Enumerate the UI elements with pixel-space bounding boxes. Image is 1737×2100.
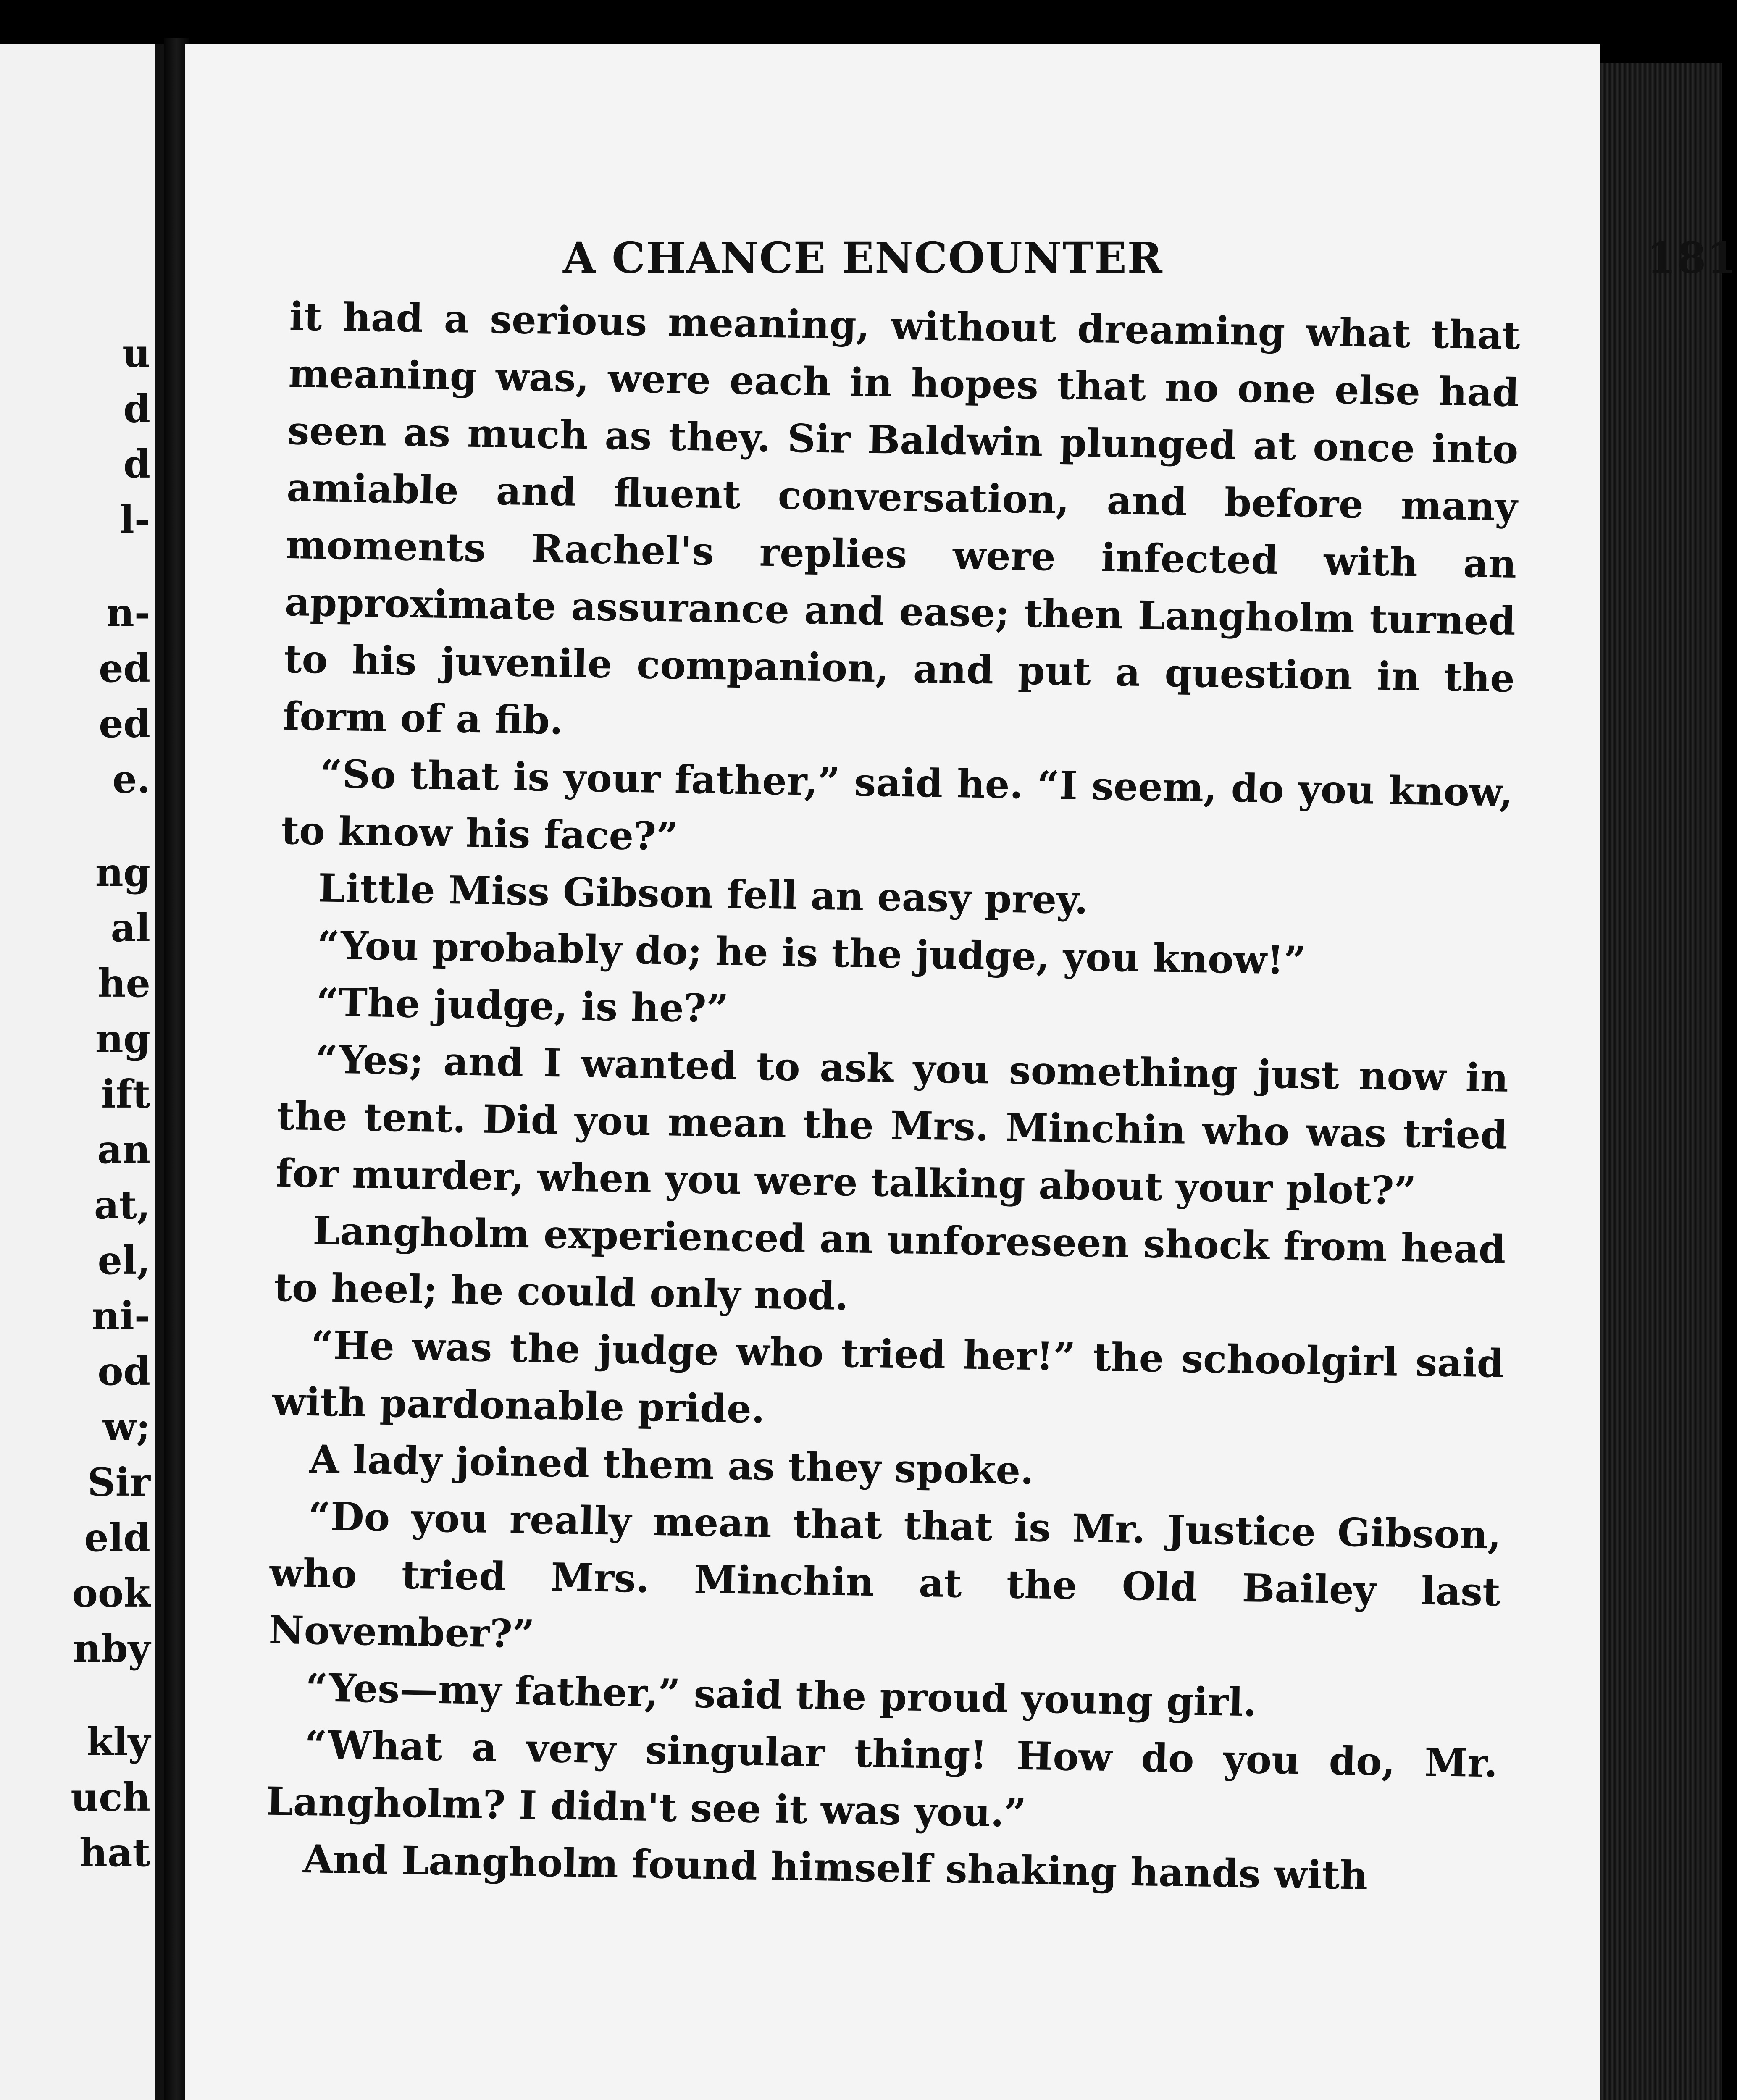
left-fragment: od [97,1349,150,1394]
left-fragment: d [123,386,150,431]
left-fragment: ed [99,701,150,746]
paragraph: “You probably do; he is the judge, you know!” [317,922,1306,984]
left-fragment: Sir [87,1460,150,1505]
left-fragment: ift [101,1071,150,1117]
paragraph: A lady joined them as they spoke. [309,1436,1034,1494]
left-fragment: uch [71,1774,150,1820]
left-fragment: ed [99,646,150,691]
left-fragment: l- [119,497,150,542]
right-page [185,44,1737,2100]
chapter-title: A CHANCE ENCOUNTER [563,233,1163,283]
paragraph: Langholm experienced an unforeseen shock from head to heel; he could only nod. [273,1208,1506,1319]
paragraph: “He was the judge who tried her!” the schoolgirl said with pardonable pride. [272,1322,1504,1432]
left-fragment: kly [86,1719,150,1764]
left-fragment: an [97,1127,150,1172]
left-fragment: w; [102,1404,150,1449]
left-fragment: d [123,441,150,487]
paragraph: “What a very singular thing! How do you do, Mr. Langholm? I didn't see it was you.” [265,1722,1498,1836]
body-text [265,288,1520,1906]
paragraph: “Do you really mean that that is Mr. Justice Gibson, who tried Mrs. Minchin at the Old Bailey last November?” [268,1494,1502,1657]
left-fragment: eld [84,1515,150,1560]
left-fragment: nby [73,1626,150,1671]
paragraph: “The judge, is he?” [316,979,729,1032]
left-fragment: ng [95,850,150,895]
left-fragment: ng [95,1016,150,1061]
paragraph: And Langholm found himself shaking hands with [302,1836,1368,1898]
left-fragment: e. [112,756,150,802]
left-fragment: at, [94,1182,150,1228]
left-page-text-fragments [16,331,150,1889]
left-fragment: el, [97,1238,150,1283]
paragraph: it had a serious meaning, without dreaming what that meaning was, were each in hopes that no one else had seen as much as they. Sir Baldwin plunged at once into amiable and fluent conversation, and before many moments Rachel's replies were infected with an approximate assurance and ease; then Langholm turned to his juvenile companion, and put a question in the form of a fib. [283,293,1521,743]
paragraph: “Yes—my father,” said the proud young girl. [305,1665,1257,1725]
left-fragment: hat [79,1830,150,1875]
paragraph: “So that is your father,” said he. “I seem, do you know, to know his face?” [281,751,1514,859]
left-fragment: ook [72,1570,150,1616]
running-header [563,233,1737,283]
left-fragment: u [122,331,150,376]
paragraph: Little Miss Gibson fell an easy prey. [318,865,1088,923]
left-fragment: n- [106,590,150,635]
left-page [0,44,164,2100]
left-fragment: he [97,961,150,1006]
paragraph: “Yes; and I wanted to ask you something just now in the tent. Did you mean the Mrs. Minchin who was tried for murder, when you were talking about your plot?” [276,1037,1509,1214]
page-number: 181 [1647,233,1737,283]
left-fragment: al [110,905,150,950]
left-fragment: ni- [91,1293,150,1339]
